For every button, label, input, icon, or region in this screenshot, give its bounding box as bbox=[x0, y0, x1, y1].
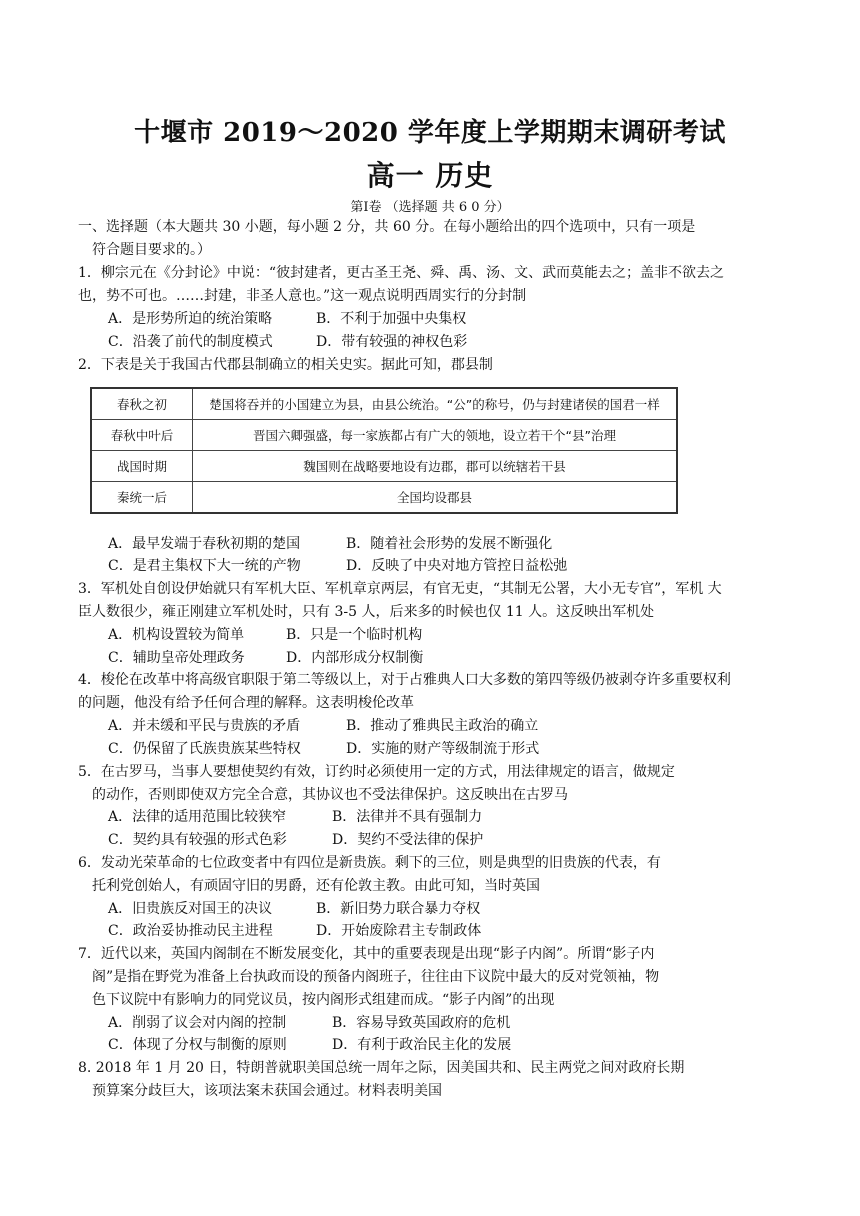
q5-option-b[interactable]: B．法律并不具有强制力 bbox=[332, 809, 483, 825]
question-1-text: 1．柳宗元在《分封论》中说：“彼封建者，更古圣王尧、舜、禹、汤、文、武而莫能去之；盖非不欲去之 bbox=[78, 265, 725, 281]
exam-title: 十堰市 2019～2020 学年度上学期期末调研考试 bbox=[134, 118, 726, 148]
question-7-text: 7．近代以来，英国内阁制在不断发展变化，其中的重要表现是出现“影子内阁”。所谓“影子内 bbox=[78, 946, 655, 962]
table-cell-period: 春秋之初 bbox=[91, 388, 193, 420]
table-cell-fact: 楚国将吞并的小国建立为县，由县公统治。“公”的称号，仍与封建诸侯的国君一样 bbox=[193, 388, 678, 420]
table-cell-period: 春秋中叶后 bbox=[91, 420, 193, 451]
q3-option-c[interactable]: C．辅助皇帝处理政务 bbox=[108, 650, 245, 666]
history-table bbox=[90, 387, 678, 514]
table-row bbox=[91, 420, 677, 451]
question-7-text: 色下议院中有影响力的同党议员，按内阁形式组建而成。“影子内阁”的出现 bbox=[92, 992, 555, 1008]
table-cell-period: 秦统一后 bbox=[91, 482, 193, 514]
table-cell-fact: 全国均设郡县 bbox=[193, 482, 678, 514]
question-5-text: 的动作，否则即使双方完全合意，其协议也不受法律保护。这反映出在古罗马 bbox=[92, 787, 568, 803]
q4-option-d[interactable]: D．实施的财产等级制流于形式 bbox=[346, 741, 540, 757]
question-4-text: 的问题，他没有给予任何合理的解释。这表明梭伦改革 bbox=[78, 695, 414, 711]
question-6-text: 托利党创始人，有顽固守旧的男爵，还有伦敦主教。由此可知，当时英国 bbox=[92, 878, 540, 894]
table-row bbox=[91, 482, 677, 514]
q6-option-b[interactable]: B．新旧势力联合暴力夺权 bbox=[316, 901, 481, 917]
question-3-text: 臣人数很少，雍正刚建立军机处时，只有 3-5 人，后来多的时候也仅 11 人。这反映出军机处 bbox=[78, 604, 655, 620]
question-2-text: 2．下表是关于我国古代郡县制确立的相关史实。据此可知，郡县制 bbox=[78, 357, 493, 373]
question-8-text: 预算案分歧巨大，该项法案未获国会通过。材料表明美国 bbox=[92, 1083, 442, 1099]
q2-option-c[interactable]: C．是君主集权下大一统的产物 bbox=[108, 558, 301, 574]
q5-option-d[interactable]: D．契约不受法律的保护 bbox=[332, 832, 484, 848]
q1-option-c[interactable]: C．沿袭了前代的制度模式 bbox=[108, 334, 273, 350]
q6-option-c[interactable]: C．政治妥协推动民主进程 bbox=[108, 923, 273, 939]
q1-option-b[interactable]: B．不利于加强中央集权 bbox=[316, 311, 467, 327]
q6-option-a[interactable]: A．旧贵族反对国王的决议 bbox=[108, 901, 273, 917]
subject-title: 高一 历史 bbox=[366, 159, 494, 192]
table-cell-fact: 魏国则在战略要地设有边郡，郡可以统辖若干县 bbox=[193, 451, 678, 482]
q7-option-a[interactable]: A．削弱了议会对内阁的控制 bbox=[108, 1015, 287, 1031]
q3-option-d[interactable]: D．内部形成分权制衡 bbox=[286, 650, 424, 666]
instructions-line: 符合题目要求的。） bbox=[92, 242, 211, 258]
q3-option-a[interactable]: A．机构设置较为简单 bbox=[108, 627, 245, 643]
q2-option-a[interactable]: A．最早发端于春秋初期的楚国 bbox=[108, 536, 301, 552]
table-cell-period: 战国时期 bbox=[91, 451, 193, 482]
instructions-line: 一、选择题（本大题共 30 小题，每小题 2 分，共 60 分。在每小题给出的四个选项中，只有一项是 bbox=[78, 219, 696, 235]
question-7-text: 阁”是指在野党为准备上台执政而设的预备内阁班子，往往由下议院中最大的反对党领袖，物 bbox=[92, 969, 660, 985]
question-3-text: 3．军机处自创设伊始就只有军机大臣、军机章京两层，有官无吏，“其制无公署，大小无专官”，军机 大 bbox=[78, 581, 722, 597]
table-row bbox=[91, 451, 677, 482]
question-4-text: 4．梭伦在改革中将高级官职限于第二等级以上，对于占雅典人口大多数的第四等级仍被剥夺许多重要权利 bbox=[78, 672, 731, 688]
q7-option-c[interactable]: C．体现了分权与制衡的原则 bbox=[108, 1037, 287, 1053]
q7-option-d[interactable]: D．有利于政治民主化的发展 bbox=[332, 1037, 512, 1053]
table-row bbox=[91, 388, 677, 420]
q5-option-a[interactable]: A．法律的适用范围比较狭窄 bbox=[108, 809, 287, 825]
q4-option-a[interactable]: A．并未缓和平民与贵族的矛盾 bbox=[108, 718, 301, 734]
q2-option-d[interactable]: D．反映了中央对地方管控日益松弛 bbox=[346, 558, 568, 574]
q3-option-b[interactable]: B．只是一个临时机构 bbox=[286, 627, 423, 643]
table-cell-fact: 晋国六卿强盛，每一家族都占有广大的领地，设立若干个“县”治理 bbox=[193, 420, 678, 451]
q4-option-b[interactable]: B．推动了雅典民主政治的确立 bbox=[346, 718, 539, 734]
q1-option-a[interactable]: A．是形势所迫的统治策略 bbox=[108, 311, 273, 327]
section-heading: 第Ⅰ卷 （选择题 共 6 0 分） bbox=[350, 200, 510, 215]
question-8-text: 8. 2018 年 1 月 20 日，特朗普就职美国总统一周年之际，因美国共和、民主两党之间对政府长期 bbox=[78, 1060, 685, 1076]
q5-option-c[interactable]: C．契约具有较强的形式色彩 bbox=[108, 832, 287, 848]
question-6-text: 6．发动光荣革命的七位政变者中有四位是新贵族。剩下的三位，则是典型的旧贵族的代表，有 bbox=[78, 855, 661, 871]
question-5-text: 5．在古罗马，当事人要想使契约有效，订约时必须使用一定的方式，用法律规定的语言，做规定 bbox=[78, 764, 675, 780]
q2-option-b[interactable]: B．随着社会形势的发展不断强化 bbox=[346, 536, 553, 552]
q4-option-c[interactable]: C．仍保留了氏族贵族某些特权 bbox=[108, 741, 301, 757]
q1-option-d[interactable]: D．带有较强的神权色彩 bbox=[316, 334, 468, 350]
q7-option-b[interactable]: B．容易导致英国政府的危机 bbox=[332, 1015, 511, 1031]
q6-option-d[interactable]: D．开始废除君主专制政体 bbox=[316, 923, 482, 939]
question-1-text: 也，势不可也。……封建，非圣人意也。”这一观点说明西周实行的分封制 bbox=[78, 288, 527, 304]
